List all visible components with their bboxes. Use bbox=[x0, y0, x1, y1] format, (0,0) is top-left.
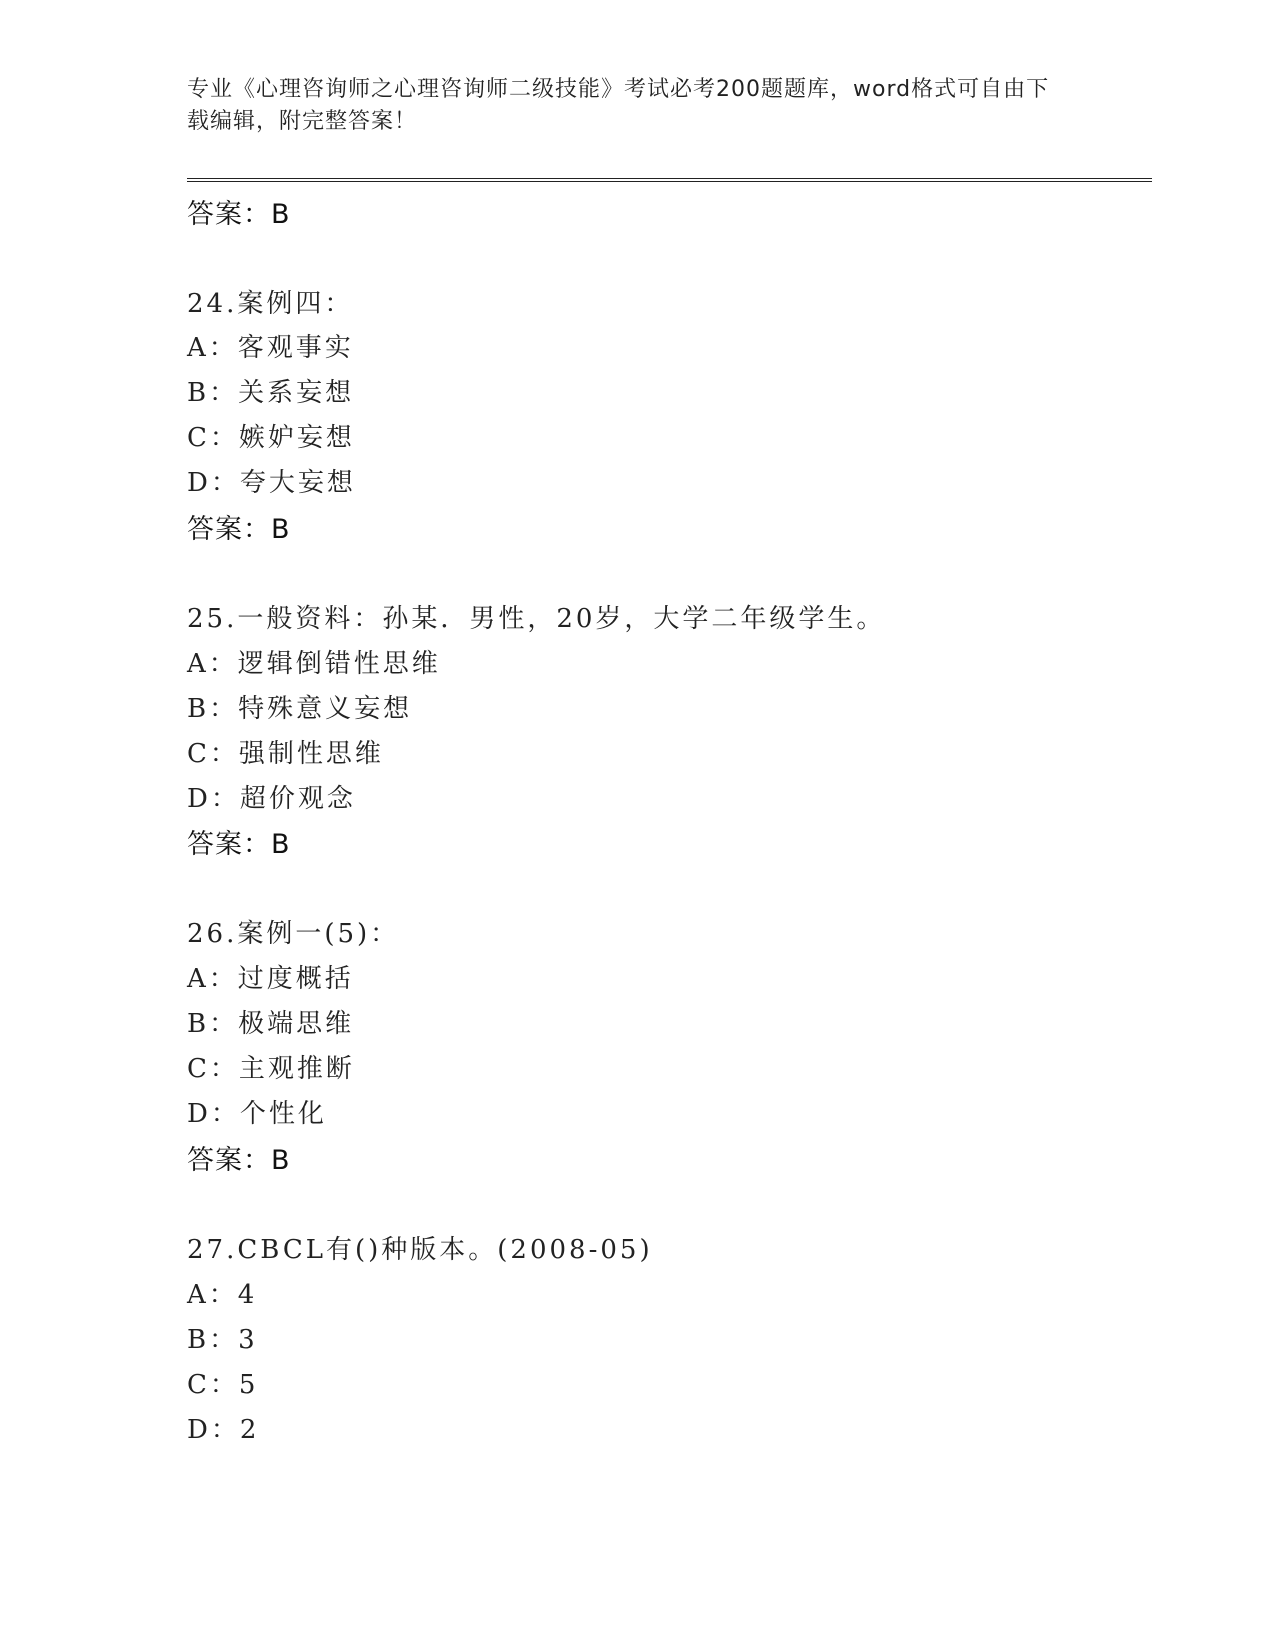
q25-option-b: B：特殊意义妄想 bbox=[187, 694, 413, 724]
answer-23: 答案：B bbox=[187, 199, 291, 230]
q25-option-d: D：超价观念 bbox=[187, 784, 356, 814]
answer-26: 答案：B bbox=[187, 1145, 291, 1176]
question-26: 26.案例一(5)： bbox=[187, 919, 400, 949]
answer-24: 答案：B bbox=[187, 514, 291, 545]
header-divider bbox=[187, 178, 1152, 182]
q27-option-c: C：5 bbox=[187, 1370, 259, 1400]
q24-option-a: A：客观事实 bbox=[187, 333, 354, 363]
question-24: 24.案例四： bbox=[187, 289, 354, 319]
q27-option-d: D：2 bbox=[187, 1415, 260, 1445]
q27-option-a: A：4 bbox=[187, 1280, 258, 1310]
document-header: 专业《心理咨询师之心理咨询师二级技能》考试必考200题题库，word格式可自由下载编辑，附完整答案！ bbox=[187, 77, 1050, 134]
q26-option-c: C：主观推断 bbox=[187, 1054, 355, 1084]
q24-option-d: D：夸大妄想 bbox=[187, 468, 356, 498]
q25-option-c: C：强制性思维 bbox=[187, 739, 384, 769]
q25-option-a: A：逻辑倒错性思维 bbox=[187, 649, 441, 679]
question-27: 27.CBCL有()种版本。(2008-05) bbox=[187, 1235, 653, 1265]
q27-option-b: B：3 bbox=[187, 1325, 258, 1355]
question-25: 25.一般资料：孙某．男性，20岁，大学二年级学生。 bbox=[187, 604, 886, 634]
answer-25: 答案：B bbox=[187, 829, 291, 860]
q24-option-b: B：关系妄想 bbox=[187, 378, 355, 408]
q26-option-b: B：极端思维 bbox=[187, 1009, 355, 1039]
q24-option-c: C：嫉妒妄想 bbox=[187, 423, 355, 453]
q26-option-d: D：个性化 bbox=[187, 1099, 327, 1129]
q26-option-a: A：过度概括 bbox=[187, 964, 354, 994]
